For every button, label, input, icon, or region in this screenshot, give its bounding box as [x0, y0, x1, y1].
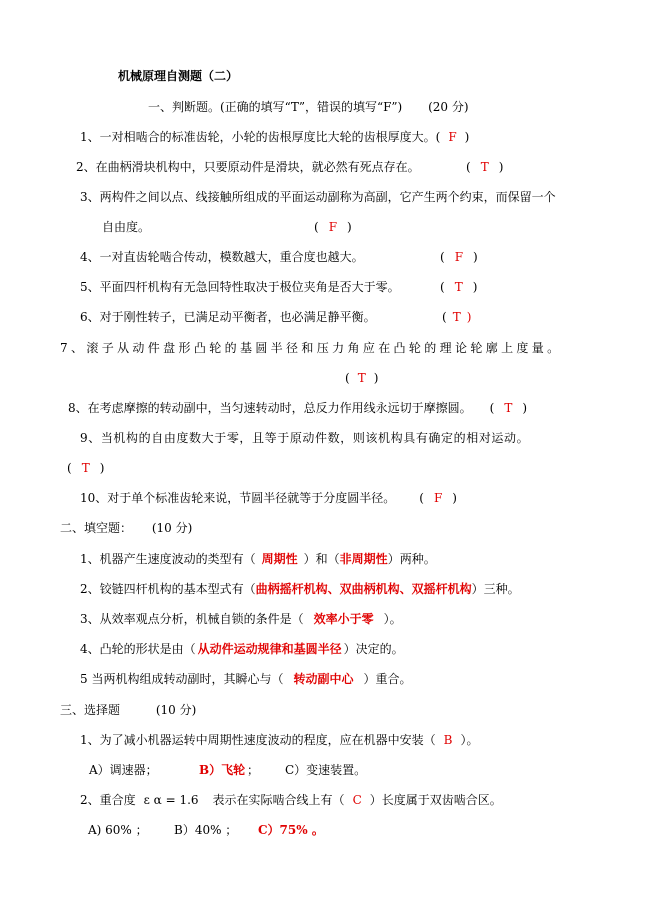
fill-item-1 — [80, 551, 436, 567]
choice-item-1-options — [89, 762, 367, 778]
fill-text: 2、铰链四杆机构的基本型式有（ — [80, 582, 256, 596]
fill-text: ）重合。 — [363, 672, 412, 686]
fill-answer: 转动副中心 — [293, 672, 354, 686]
tf-answer: F — [328, 220, 338, 234]
paren-close: ) — [498, 160, 504, 174]
fill-item-2 — [80, 581, 520, 597]
tf-item-3-cont — [102, 219, 352, 235]
fill-item-4 — [80, 641, 404, 657]
tf-answer-group — [466, 159, 503, 175]
section-3-heading — [60, 702, 196, 718]
option-a: A) 60% ； — [88, 823, 148, 837]
tf-item-2 — [76, 159, 504, 175]
tf-item-1 — [80, 129, 469, 145]
tf-item-9: 9、当机构的自由度数大于零，且等于原动件数，则该机构具有确定的相对运动。 — [80, 431, 530, 445]
paren-close: ) — [99, 461, 105, 475]
fill-text: 3、从效率观点分析，机械自锁的条件是（ — [80, 612, 304, 626]
section-3-title: 三、选择题 — [60, 703, 121, 717]
paren-close: ) — [347, 220, 352, 234]
tf-item-text: 2、在曲柄滑块机构中，只要原动件是滑块，就必然有死点存在。 — [76, 160, 420, 174]
option-b-correct: B）飞轮 — [199, 763, 246, 777]
tf-answer: T — [357, 371, 366, 385]
paren-open: ( — [466, 160, 471, 174]
tf-answer-group — [314, 219, 352, 235]
tf-answer: F — [454, 250, 464, 264]
section-1-title: 一、判断题。(正确的填写“T”，错误的填写“F”) — [148, 100, 403, 114]
paren-close: ) — [472, 280, 478, 294]
option-a: A）调速器； — [89, 763, 158, 777]
tf-answer-group — [442, 309, 471, 325]
choice-text: 1、为了减小机器运转中周期性速度波动的程度，应在机器中安装（ — [80, 733, 436, 747]
choice-answer: B — [443, 733, 453, 747]
tf-answer-group — [440, 279, 477, 295]
option-c-correct: C）75% 。 — [258, 823, 324, 837]
option-b: B）40% ； — [174, 823, 238, 837]
section-2-heading — [60, 520, 192, 536]
choice-answer: C — [352, 793, 362, 807]
paren-close: ) — [466, 310, 472, 324]
section-1-heading — [148, 99, 469, 115]
paren-open: ( — [345, 371, 350, 385]
tf-answer-group — [440, 249, 478, 265]
choice-item-2-options — [88, 822, 324, 838]
overlap-ratio-symbol: ε α = 1.6 — [143, 793, 199, 807]
tf-answer: T — [454, 280, 463, 294]
paren-close: ) — [452, 491, 457, 505]
paren-close: ) — [373, 371, 379, 385]
tf-item-4 — [80, 249, 478, 265]
tf-answer: T — [81, 461, 90, 475]
fill-text: 1、机器产生速度波动的类型有（ — [80, 552, 256, 566]
choice-text: ）。 — [460, 733, 479, 747]
paren-close: ) — [522, 401, 528, 415]
fill-text: ）三种。 — [471, 582, 520, 596]
tf-item-text: 8、在考虑摩擦的转动副中，当匀速转动时，总反力作用线永远切于摩擦圆。 — [68, 401, 472, 415]
paren-open: ( — [67, 461, 72, 475]
choice-text: ）长度属于双齿啮合区。 — [369, 793, 502, 807]
section-1-points: (20 分) — [428, 100, 469, 114]
tf-item-9-answer — [67, 460, 104, 476]
choice-item-2 — [80, 792, 502, 808]
section-2-title: 二、填空题： — [60, 521, 133, 535]
paren-close: ) — [464, 130, 470, 144]
tf-item-7: 7、滚子从动件盘形凸轮的基圆半径和压力角应在凸轮的理论轮廓上度量。 — [60, 341, 563, 355]
paren-open: ( — [419, 491, 424, 505]
choice-text: 2、重合度 — [80, 793, 136, 807]
paren-open: ( — [489, 401, 495, 415]
tf-item-text: 5、平面四杆机构有无急回特性取决于极位夹角是否大于零。 — [80, 280, 400, 294]
tf-answer: T — [504, 401, 513, 415]
fill-answer: 效率小于零 — [313, 612, 374, 626]
paren-open: ( — [442, 310, 447, 324]
tf-item-10 — [80, 490, 457, 506]
option-c: C）变速装置。 — [285, 763, 367, 777]
fill-text: ）和（ — [303, 552, 340, 566]
fill-text: 4、凸轮的形状是由（ — [80, 642, 196, 656]
tf-item-cont-text: 自由度。 — [102, 220, 151, 234]
fill-answer: 非周期性 — [339, 552, 388, 566]
paren-open: ( — [440, 280, 445, 294]
tf-item-5 — [80, 279, 478, 295]
tf-item-6 — [80, 309, 472, 325]
tf-answer: T — [480, 160, 489, 174]
fill-text: 5 当两机构组成转动副时，其瞬心与（ — [80, 672, 284, 686]
tf-item-8 — [68, 400, 527, 416]
tf-answer: T — [452, 310, 461, 324]
fill-answer: 曲柄摇杆机构、双曲柄机构、双摇杆机构 — [255, 582, 472, 596]
tf-item-text: 10、对于单个标准齿轮来说，节圆半径就等于分度圆半径。 — [80, 491, 396, 505]
paren-close: ) — [473, 250, 478, 264]
paren-open: ( — [440, 250, 445, 264]
paren-open: ( — [314, 220, 319, 234]
fill-text: ）两种。 — [387, 552, 436, 566]
fill-item-5 — [80, 671, 411, 687]
tf-item-7-answer — [345, 370, 378, 386]
page-title: 机械原理自测题（二） — [118, 69, 239, 83]
tf-answer: F — [448, 130, 457, 144]
fill-text: ）决定的。 — [343, 642, 404, 656]
fill-answer: 周期性 — [261, 552, 298, 566]
tf-item-text: 1、一对相啮合的标准齿轮，小轮的齿根厚度比大轮的齿根厚度大。( — [80, 130, 441, 144]
choice-text: 表示在实际啮合线上有（ — [212, 793, 345, 807]
tf-item-text: 6、对于刚性转子，已满足动平衡者，也必满足静平衡。 — [80, 310, 376, 324]
option-separator: ； — [247, 763, 260, 777]
tf-item-3: 3、两构件之间以点、线接触所组成的平面运动副称为高副，它产生两个约束，而保留一个 — [80, 190, 556, 204]
fill-item-3 — [80, 611, 402, 627]
tf-answer: F — [433, 491, 443, 505]
fill-text: ）。 — [383, 612, 402, 626]
tf-item-text: 4、一对直齿轮啮合传动，模数越大，重合度也越大。 — [80, 250, 364, 264]
choice-item-1 — [80, 732, 478, 748]
section-3-points: (10 分) — [155, 703, 197, 717]
section-2-points: (10 分) — [151, 521, 193, 535]
fill-answer: 从动件运动规律和基圆半径 — [197, 642, 342, 656]
